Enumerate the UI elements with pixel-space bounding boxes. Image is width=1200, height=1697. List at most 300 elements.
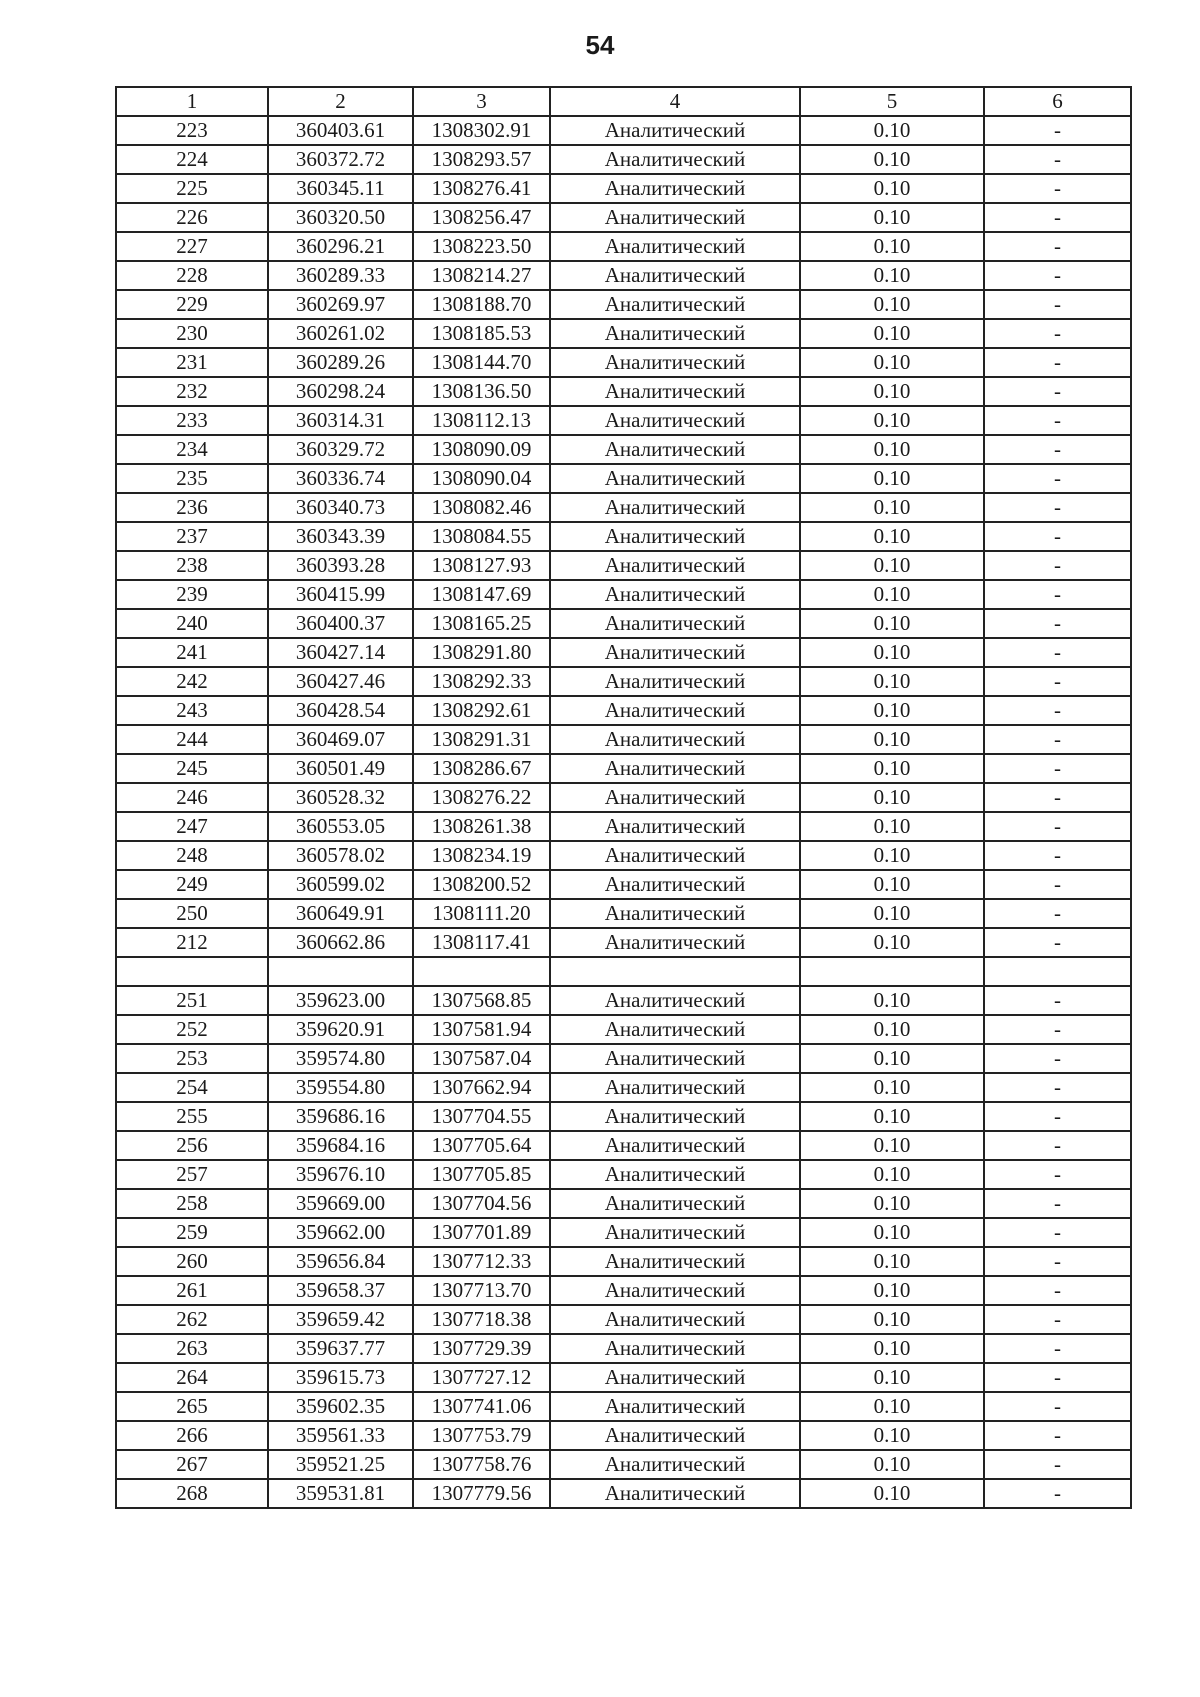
page-number: 54 <box>585 30 615 60</box>
table-cell: 0.10 <box>800 928 984 957</box>
table-cell: 1308117.41 <box>413 928 550 957</box>
table-cell: - <box>984 1392 1131 1421</box>
table-cell: 1308090.09 <box>413 435 550 464</box>
table-cell: 360340.73 <box>268 493 413 522</box>
table-cell: 238 <box>116 551 268 580</box>
table-cell: 0.10 <box>800 841 984 870</box>
table-cell: - <box>984 1160 1131 1189</box>
table-cell: Аналитический <box>550 522 800 551</box>
table-cell: - <box>984 1102 1131 1131</box>
table-cell: 1307705.85 <box>413 1160 550 1189</box>
table-cell: 360403.61 <box>268 116 413 145</box>
table-cell: - <box>984 754 1131 783</box>
table-cell: 0.10 <box>800 667 984 696</box>
table-cell: 1307753.79 <box>413 1421 550 1450</box>
table-cell: 262 <box>116 1305 268 1334</box>
table-row <box>116 319 1131 348</box>
table-cell: 264 <box>116 1363 268 1392</box>
table-cell: - <box>984 1334 1131 1363</box>
table-cell: 1308185.53 <box>413 319 550 348</box>
table-cell: 224 <box>116 145 268 174</box>
table-row <box>116 928 1131 957</box>
table-cell: 252 <box>116 1015 268 1044</box>
table-cell: 0.10 <box>800 377 984 406</box>
table-cell: 360427.46 <box>268 667 413 696</box>
table-cell: - <box>984 406 1131 435</box>
table-cell: Аналитический <box>550 667 800 696</box>
table-cell: 1307705.64 <box>413 1131 550 1160</box>
table-cell: 360372.72 <box>268 145 413 174</box>
table-cell: 359615.73 <box>268 1363 413 1392</box>
table-row <box>116 899 1131 928</box>
table-cell: - <box>984 1421 1131 1450</box>
table-cell: 1308276.22 <box>413 783 550 812</box>
table-cell: 360427.14 <box>268 638 413 667</box>
table-cell: 360289.33 <box>268 261 413 290</box>
table-cell: 360336.74 <box>268 464 413 493</box>
table-cell: 359574.80 <box>268 1044 413 1073</box>
table-cell: 0.10 <box>800 986 984 1015</box>
table-cell: Аналитический <box>550 551 800 580</box>
table-cell: 359623.00 <box>268 986 413 1015</box>
table-cell: 0.10 <box>800 116 984 145</box>
table-cell: Аналитический <box>550 1479 800 1508</box>
table-cell: 1307581.94 <box>413 1015 550 1044</box>
table-cell: 255 <box>116 1102 268 1131</box>
table-cell: - <box>984 1363 1131 1392</box>
table-cell: 0.10 <box>800 406 984 435</box>
table-cell: 0.10 <box>800 1160 984 1189</box>
table-cell: 0.10 <box>800 1102 984 1131</box>
table-cell: 0.10 <box>800 551 984 580</box>
table-cell: 359521.25 <box>268 1450 413 1479</box>
table-cell: 261 <box>116 1276 268 1305</box>
table-cell: 1308082.46 <box>413 493 550 522</box>
table-cell: 1307729.39 <box>413 1334 550 1363</box>
table-cell: 232 <box>116 377 268 406</box>
table-cell: 360415.99 <box>268 580 413 609</box>
table-cell: 235 <box>116 464 268 493</box>
table-cell: 0.10 <box>800 261 984 290</box>
table-cell: 0.10 <box>800 1131 984 1160</box>
table-cell: - <box>984 696 1131 725</box>
table-row <box>116 1334 1131 1363</box>
table-cell: 249 <box>116 870 268 899</box>
table-row <box>116 667 1131 696</box>
table-cell: 360528.32 <box>268 783 413 812</box>
table-row <box>116 986 1131 1015</box>
table-cell: - <box>984 261 1131 290</box>
table-cell: 0.10 <box>800 899 984 928</box>
table-cell: 360289.26 <box>268 348 413 377</box>
table-cell: 1307712.33 <box>413 1247 550 1276</box>
table-header <box>116 87 1131 116</box>
table-cell: 1307587.04 <box>413 1044 550 1073</box>
table-cell: Аналитический <box>550 464 800 493</box>
table-cell: - <box>984 1073 1131 1102</box>
table-cell: - <box>984 290 1131 319</box>
table-cell: 1308084.55 <box>413 522 550 551</box>
table-cell: 253 <box>116 1044 268 1073</box>
table-cell: 1308286.67 <box>413 754 550 783</box>
table-cell: Аналитический <box>550 1392 800 1421</box>
table-row <box>116 754 1131 783</box>
table-cell: 0.10 <box>800 696 984 725</box>
table-cell: Аналитический <box>550 783 800 812</box>
table-cell: 1308188.70 <box>413 290 550 319</box>
table-row <box>116 1102 1131 1131</box>
table-cell: 0.10 <box>800 319 984 348</box>
table-cell: - <box>984 725 1131 754</box>
table-cell: 1308234.19 <box>413 841 550 870</box>
table-cell: 360578.02 <box>268 841 413 870</box>
table-row <box>116 493 1131 522</box>
table-cell: - <box>984 841 1131 870</box>
table-cell: Аналитический <box>550 1102 800 1131</box>
table-row <box>116 1160 1131 1189</box>
table-cell: Аналитический <box>550 1276 800 1305</box>
table-cell: 1308144.70 <box>413 348 550 377</box>
header-cell: 6 <box>984 87 1131 116</box>
table-cell: 1307741.06 <box>413 1392 550 1421</box>
table-cell: 1308261.38 <box>413 812 550 841</box>
table-cell: 1307713.70 <box>413 1276 550 1305</box>
table-row <box>116 232 1131 261</box>
table-cell: 1308214.27 <box>413 261 550 290</box>
table-cell: 239 <box>116 580 268 609</box>
table-row <box>116 1363 1131 1392</box>
table-cell: 234 <box>116 435 268 464</box>
table-cell: 0.10 <box>800 1247 984 1276</box>
table-cell: Аналитический <box>550 928 800 957</box>
table-cell: 359561.33 <box>268 1421 413 1450</box>
table-cell: 248 <box>116 841 268 870</box>
table-cell: 1308112.13 <box>413 406 550 435</box>
table-cell: 0.10 <box>800 725 984 754</box>
table-cell: 0.10 <box>800 1189 984 1218</box>
table-row <box>116 1450 1131 1479</box>
table-cell: 0.10 <box>800 783 984 812</box>
table-row <box>116 203 1131 232</box>
table-cell: - <box>984 1131 1131 1160</box>
table-cell: 360343.39 <box>268 522 413 551</box>
table-cell: 0.10 <box>800 1421 984 1450</box>
table-cell: - <box>984 435 1131 464</box>
table-row <box>116 116 1131 145</box>
table-cell: 1308293.57 <box>413 145 550 174</box>
table-cell: 360469.07 <box>268 725 413 754</box>
table-cell: 223 <box>116 116 268 145</box>
table-cell: 0.10 <box>800 1044 984 1073</box>
table-row <box>116 261 1131 290</box>
table-row <box>116 1131 1131 1160</box>
table-cell: 360345.11 <box>268 174 413 203</box>
table-row <box>116 435 1131 464</box>
table-cell: 0.10 <box>800 1450 984 1479</box>
table-cell: 0.10 <box>800 1392 984 1421</box>
table-cell: 1308292.61 <box>413 696 550 725</box>
table-cell: Аналитический <box>550 1189 800 1218</box>
table-cell: 1308200.52 <box>413 870 550 899</box>
table-cell: 1308147.69 <box>413 580 550 609</box>
table-cell: Аналитический <box>550 1450 800 1479</box>
table-cell: Аналитический <box>550 1305 800 1334</box>
table-cell: 360261.02 <box>268 319 413 348</box>
table-cell: 226 <box>116 203 268 232</box>
table-row <box>116 522 1131 551</box>
table-row <box>116 1392 1131 1421</box>
table-cell: 1307718.38 <box>413 1305 550 1334</box>
table-cell: 1308302.91 <box>413 116 550 145</box>
table-row <box>116 1218 1131 1247</box>
table-cell: 259 <box>116 1218 268 1247</box>
table-cell: 257 <box>116 1160 268 1189</box>
table-cell: 237 <box>116 522 268 551</box>
table-cell <box>984 957 1131 986</box>
table-cell: 1308291.31 <box>413 725 550 754</box>
table-cell: - <box>984 1479 1131 1508</box>
table-cell: 359659.42 <box>268 1305 413 1334</box>
table-cell: 0.10 <box>800 145 984 174</box>
table-cell: 359684.16 <box>268 1131 413 1160</box>
table-cell: - <box>984 580 1131 609</box>
table-cell: Аналитический <box>550 435 800 464</box>
table-cell: 0.10 <box>800 174 984 203</box>
table-cell: - <box>984 870 1131 899</box>
table-cell: 360428.54 <box>268 696 413 725</box>
table-cell: 359662.00 <box>268 1218 413 1247</box>
table-cell: 1307568.85 <box>413 986 550 1015</box>
table-cell: - <box>984 986 1131 1015</box>
table-cell: 1308127.93 <box>413 551 550 580</box>
table-cell: 1308223.50 <box>413 232 550 261</box>
header-row <box>116 87 1131 116</box>
table-cell: - <box>984 348 1131 377</box>
table-row <box>116 1044 1131 1073</box>
table-cell: - <box>984 638 1131 667</box>
header-cell: 3 <box>413 87 550 116</box>
table-cell: 359554.80 <box>268 1073 413 1102</box>
table-cell: 1307704.55 <box>413 1102 550 1131</box>
table-cell <box>550 957 800 986</box>
table-cell: Аналитический <box>550 754 800 783</box>
table-cell: - <box>984 609 1131 638</box>
table-cell: 1308276.41 <box>413 174 550 203</box>
table-cell: Аналитический <box>550 609 800 638</box>
table-cell: 0.10 <box>800 1073 984 1102</box>
table-cell: - <box>984 1218 1131 1247</box>
table-row <box>116 580 1131 609</box>
table-cell: 0.10 <box>800 1276 984 1305</box>
table-cell: 0.10 <box>800 522 984 551</box>
table-cell: - <box>984 319 1131 348</box>
table-cell: 360393.28 <box>268 551 413 580</box>
table-cell: 1308136.50 <box>413 377 550 406</box>
table-cell: 359669.00 <box>268 1189 413 1218</box>
table-cell: - <box>984 1305 1131 1334</box>
header-cell: 2 <box>268 87 413 116</box>
table-row <box>116 145 1131 174</box>
table-cell: 359602.35 <box>268 1392 413 1421</box>
table-cell: 236 <box>116 493 268 522</box>
table-cell: - <box>984 493 1131 522</box>
table-row <box>116 290 1131 319</box>
table-cell: - <box>984 522 1131 551</box>
table-row <box>116 841 1131 870</box>
table-row <box>116 348 1131 377</box>
table-cell: Аналитический <box>550 290 800 319</box>
table-row <box>116 1305 1131 1334</box>
table-cell: 243 <box>116 696 268 725</box>
table-row <box>116 1276 1131 1305</box>
table-cell: 240 <box>116 609 268 638</box>
table-cell: 359658.37 <box>268 1276 413 1305</box>
table-cell: 263 <box>116 1334 268 1363</box>
table-cell: 359676.10 <box>268 1160 413 1189</box>
table-cell: 1307779.56 <box>413 1479 550 1508</box>
table-cell: Аналитический <box>550 725 800 754</box>
table-cell: 0.10 <box>800 754 984 783</box>
table-cell: 0.10 <box>800 580 984 609</box>
table-cell: 244 <box>116 725 268 754</box>
table-cell: 360298.24 <box>268 377 413 406</box>
table-cell: 0.10 <box>800 435 984 464</box>
table-cell: 241 <box>116 638 268 667</box>
table-cell: - <box>984 377 1131 406</box>
table-cell: 268 <box>116 1479 268 1508</box>
table-cell: - <box>984 232 1131 261</box>
table-cell: - <box>984 1276 1131 1305</box>
table-cell: - <box>984 1015 1131 1044</box>
table-cell: 1307701.89 <box>413 1218 550 1247</box>
table-cell: 0.10 <box>800 493 984 522</box>
table-cell: Аналитический <box>550 1334 800 1363</box>
table-cell: 250 <box>116 899 268 928</box>
table-cell: Аналитический <box>550 1421 800 1450</box>
header-cell: 4 <box>550 87 800 116</box>
table-cell <box>116 957 268 986</box>
table-row <box>116 1421 1131 1450</box>
table-cell: 0.10 <box>800 870 984 899</box>
table-cell: Аналитический <box>550 203 800 232</box>
table-cell: Аналитический <box>550 638 800 667</box>
table-body <box>116 116 1131 1508</box>
table-row <box>116 1247 1131 1276</box>
table-cell: - <box>984 145 1131 174</box>
table-row <box>116 870 1131 899</box>
table-cell: 0.10 <box>800 232 984 261</box>
table-cell <box>413 957 550 986</box>
table-cell: 258 <box>116 1189 268 1218</box>
table-cell: 212 <box>116 928 268 957</box>
table-cell: 245 <box>116 754 268 783</box>
coordinates-table <box>115 86 1132 1509</box>
table-cell: Аналитический <box>550 812 800 841</box>
table-cell: 254 <box>116 1073 268 1102</box>
table-row <box>116 406 1131 435</box>
table-cell: 1308111.20 <box>413 899 550 928</box>
table-cell: 1307662.94 <box>413 1073 550 1102</box>
table-cell: Аналитический <box>550 261 800 290</box>
table-cell: 0.10 <box>800 1363 984 1392</box>
table-cell: Аналитический <box>550 841 800 870</box>
table-cell: 360296.21 <box>268 232 413 261</box>
table-cell: 0.10 <box>800 1218 984 1247</box>
table-cell: 359686.16 <box>268 1102 413 1131</box>
table-cell: 359531.81 <box>268 1479 413 1508</box>
table-cell: - <box>984 783 1131 812</box>
table-cell: 251 <box>116 986 268 1015</box>
table-cell: - <box>984 812 1131 841</box>
table-row <box>116 377 1131 406</box>
table-cell: 360553.05 <box>268 812 413 841</box>
table-cell: 0.10 <box>800 609 984 638</box>
table-cell: Аналитический <box>550 174 800 203</box>
table-cell: 1308165.25 <box>413 609 550 638</box>
table-cell <box>268 957 413 986</box>
table-cell: 0.10 <box>800 203 984 232</box>
table-cell: - <box>984 1450 1131 1479</box>
table-cell: - <box>984 1189 1131 1218</box>
table-cell: 225 <box>116 174 268 203</box>
table-cell: Аналитический <box>550 1073 800 1102</box>
table-cell: Аналитический <box>550 870 800 899</box>
table-cell: Аналитический <box>550 319 800 348</box>
table-cell: 230 <box>116 319 268 348</box>
table-cell: 0.10 <box>800 812 984 841</box>
table-row <box>116 638 1131 667</box>
table-cell: Аналитический <box>550 145 800 174</box>
table-cell: 256 <box>116 1131 268 1160</box>
table-cell: 246 <box>116 783 268 812</box>
table-cell: 247 <box>116 812 268 841</box>
table-row <box>116 696 1131 725</box>
table-cell: 360662.86 <box>268 928 413 957</box>
table-cell: 359656.84 <box>268 1247 413 1276</box>
table-row <box>116 1015 1131 1044</box>
table-cell: Аналитический <box>550 1218 800 1247</box>
table-cell: - <box>984 899 1131 928</box>
table-cell: 359637.77 <box>268 1334 413 1363</box>
table-cell: 227 <box>116 232 268 261</box>
table-cell: Аналитический <box>550 377 800 406</box>
table-cell: 1308291.80 <box>413 638 550 667</box>
table-cell: - <box>984 928 1131 957</box>
table-cell: Аналитический <box>550 232 800 261</box>
table-cell: - <box>984 174 1131 203</box>
table-cell: 360314.31 <box>268 406 413 435</box>
table-row <box>116 464 1131 493</box>
table-cell: - <box>984 1247 1131 1276</box>
table-cell: Аналитический <box>550 580 800 609</box>
table-cell: 242 <box>116 667 268 696</box>
table-cell: 0.10 <box>800 1305 984 1334</box>
table-row <box>116 812 1131 841</box>
table-cell: Аналитический <box>550 696 800 725</box>
table-row <box>116 783 1131 812</box>
table-cell: 360501.49 <box>268 754 413 783</box>
table-cell: 0.10 <box>800 638 984 667</box>
table-cell: - <box>984 667 1131 696</box>
table-cell: 231 <box>116 348 268 377</box>
table-cell: 0.10 <box>800 1334 984 1363</box>
table-cell: 1307758.76 <box>413 1450 550 1479</box>
table-cell: 266 <box>116 1421 268 1450</box>
table-cell: 360269.97 <box>268 290 413 319</box>
table-cell: Аналитический <box>550 1363 800 1392</box>
header-cell: 5 <box>800 87 984 116</box>
table-cell: 228 <box>116 261 268 290</box>
